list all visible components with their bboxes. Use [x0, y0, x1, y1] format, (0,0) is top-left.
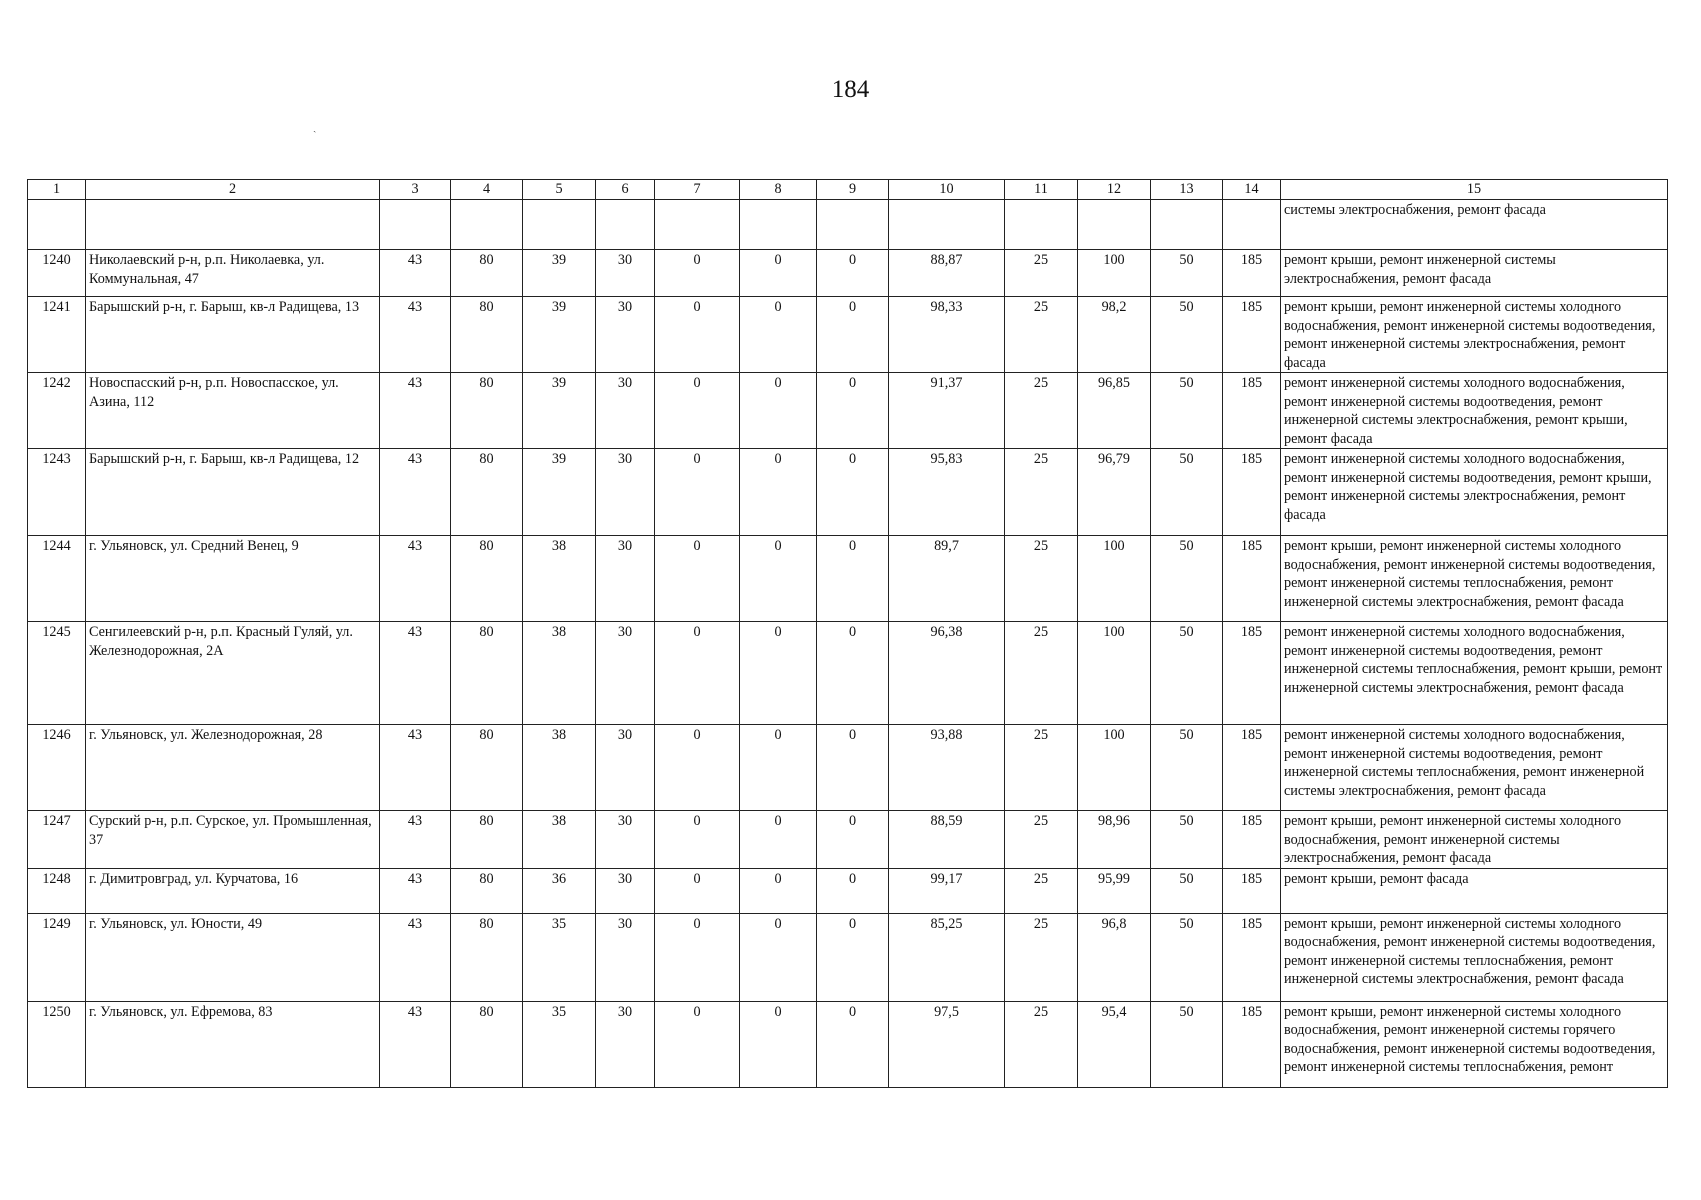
column-header: 12	[1078, 180, 1151, 200]
cell-value-c11: 25	[1005, 250, 1078, 297]
cell-value-c9: 0	[817, 913, 889, 1001]
column-header: 13	[1151, 180, 1223, 200]
cell-value-c3: 43	[380, 811, 451, 869]
cell-value-c13: 50	[1151, 622, 1223, 725]
cell-value-c6: 30	[596, 1001, 655, 1087]
cell-value-c10: 98,33	[889, 297, 1005, 373]
cell-value-c8: 0	[740, 536, 817, 622]
cell-num: 1241	[28, 297, 86, 373]
cell-address: г. Димитровград, ул. Курчатова, 16	[86, 868, 380, 913]
cell-value-c9: 0	[817, 536, 889, 622]
cell-value-c5: 38	[523, 725, 596, 811]
cell-value-c14: 185	[1223, 868, 1281, 913]
cell-value-c4: 80	[451, 250, 523, 297]
cell-value-c14: 185	[1223, 811, 1281, 869]
cell-value-c7: 0	[655, 913, 740, 1001]
cell-value-c8: 0	[740, 868, 817, 913]
cell-value-c3: 43	[380, 297, 451, 373]
cell-value-c3: 43	[380, 725, 451, 811]
column-header: 1	[28, 180, 86, 200]
cell-value-c9: 0	[817, 622, 889, 725]
cell-value-c14: 185	[1223, 913, 1281, 1001]
cell-value-c9: 0	[817, 250, 889, 297]
column-header: 3	[380, 180, 451, 200]
column-number-row	[28, 180, 1668, 200]
cell-value-c5: 39	[523, 449, 596, 536]
cell-value-c8: 0	[740, 373, 817, 449]
cell-num: 1249	[28, 913, 86, 1001]
table-row	[28, 297, 1668, 373]
cell-value-c11: 25	[1005, 1001, 1078, 1087]
cell-value-c3: 43	[380, 913, 451, 1001]
column-header: 7	[655, 180, 740, 200]
cell-value-c11: 25	[1005, 536, 1078, 622]
cell-num: 1245	[28, 622, 86, 725]
cell-value-c8: 0	[740, 913, 817, 1001]
cell-value-c12: 96,8	[1078, 913, 1151, 1001]
cell-value-c4: 80	[451, 913, 523, 1001]
cell-work: ремонт крыши, ремонт инженерной системы холодного водоснабжения, ремонт инженерной системы горячего водоснабжения, ремонт инженерной системы водоотведения, ремонт инженерной системы теплоснабжения, ремонт	[1281, 1001, 1668, 1087]
cell-value-c7: 0	[655, 868, 740, 913]
cell-value-c3: 43	[380, 536, 451, 622]
column-header: 9	[817, 180, 889, 200]
column-header: 8	[740, 180, 817, 200]
cell-value-c3: 43	[380, 622, 451, 725]
cell-value-c6: 30	[596, 811, 655, 869]
cell-value-c8: 0	[740, 1001, 817, 1087]
cell-value-c14: 185	[1223, 449, 1281, 536]
cell-value-c10: 93,88	[889, 725, 1005, 811]
column-header: 14	[1223, 180, 1281, 200]
cell-work: ремонт инженерной системы холодного водоснабжения, ремонт инженерной системы водоотведения, ремонт инженерной системы электроснабжения, ремонт крыши, ремонт фасада	[1281, 373, 1668, 449]
cell-value-c11: 25	[1005, 725, 1078, 811]
cell-address	[86, 200, 380, 250]
cell-value-c6: 30	[596, 536, 655, 622]
cell-value-c12: 100	[1078, 536, 1151, 622]
cell-value-c4: 80	[451, 868, 523, 913]
cell-value-c4: 80	[451, 622, 523, 725]
cell-value-c5: 38	[523, 622, 596, 725]
cell-value-c9: 0	[817, 725, 889, 811]
cell-value-c11: 25	[1005, 622, 1078, 725]
cell-value-c9: 0	[817, 868, 889, 913]
cell-value-c9: 0	[817, 373, 889, 449]
cell-value-c13: 50	[1151, 868, 1223, 913]
cell-value-c10: 91,37	[889, 373, 1005, 449]
cell-value-c13: 50	[1151, 1001, 1223, 1087]
cell-value-c12: 98,2	[1078, 297, 1151, 373]
cell-work: ремонт инженерной системы холодного водоснабжения, ремонт инженерной системы водоотведения, ремонт инженерной системы теплоснабжения, ремонт инженерной системы электроснабжения, ремонт фасада	[1281, 725, 1668, 811]
cell-value-c14: 185	[1223, 373, 1281, 449]
cell-value-c13: 50	[1151, 373, 1223, 449]
cell-value-c7: 0	[655, 811, 740, 869]
cell-value-c12: 98,96	[1078, 811, 1151, 869]
cell-num: 1248	[28, 868, 86, 913]
cell-num: 1240	[28, 250, 86, 297]
column-header: 11	[1005, 180, 1078, 200]
cell-value-c10: 85,25	[889, 913, 1005, 1001]
cell-value-c6: 30	[596, 622, 655, 725]
table-row	[28, 725, 1668, 811]
column-header: 6	[596, 180, 655, 200]
cell-value-c12: 100	[1078, 250, 1151, 297]
column-header: 2	[86, 180, 380, 200]
cell-value-c14: 185	[1223, 297, 1281, 373]
cell-value-c14: 185	[1223, 1001, 1281, 1087]
cell-value-c7: 0	[655, 297, 740, 373]
continuation-row	[28, 200, 1668, 250]
cell-value-c4: 80	[451, 725, 523, 811]
cell-num	[28, 200, 86, 250]
cell-value-c8: 0	[740, 811, 817, 869]
column-header: 15	[1281, 180, 1668, 200]
cell-value-c4: 80	[451, 1001, 523, 1087]
cell-value-c5: 38	[523, 811, 596, 869]
cell-value-c7: 0	[655, 536, 740, 622]
cell-value-c5: 39	[523, 373, 596, 449]
cell-value-c4: 80	[451, 811, 523, 869]
table-row	[28, 1001, 1668, 1087]
cell-value-c10: 96,38	[889, 622, 1005, 725]
cell-address: г. Ульяновск, ул. Ефремова, 83	[86, 1001, 380, 1087]
cell-value-c12: 95,4	[1078, 1001, 1151, 1087]
cell-value-c3: 43	[380, 250, 451, 297]
cell-value-c3: 43	[380, 868, 451, 913]
cell-address: Николаевский р-н, р.п. Николаевка, ул. Коммунальная, 47	[86, 250, 380, 297]
column-header: 5	[523, 180, 596, 200]
cell-work: ремонт крыши, ремонт инженерной системы холодного водоснабжения, ремонт инженерной системы водоотведения, ремонт инженерной системы теплоснабжения, ремонт инженерной системы электроснабжения, ремонт фасада	[1281, 536, 1668, 622]
cell-value-c5: 35	[523, 913, 596, 1001]
cell-address: Новоспасский р-н, р.п. Новоспасское, ул. Азина, 112	[86, 373, 380, 449]
cell-value-c4: 80	[451, 297, 523, 373]
cell-value-c11: 25	[1005, 913, 1078, 1001]
cell-value-c9: 0	[817, 1001, 889, 1087]
column-header: 4	[451, 180, 523, 200]
table-row	[28, 811, 1668, 869]
cell-value-c7: 0	[655, 622, 740, 725]
cell-work: ремонт крыши, ремонт фасада	[1281, 868, 1668, 913]
cell-value-c4: 80	[451, 449, 523, 536]
cell-value-c6: 30	[596, 373, 655, 449]
cell-value-c5: 39	[523, 250, 596, 297]
cell-address: Барышский р-н, г. Барыш, кв-л Радищева, 13	[86, 297, 380, 373]
table-row	[28, 622, 1668, 725]
cell-address: г. Ульяновск, ул. Юности, 49	[86, 913, 380, 1001]
cell-value-c5: 39	[523, 297, 596, 373]
cell-value-c12: 96,85	[1078, 373, 1151, 449]
cell-address: Барышский р-н, г. Барыш, кв-л Радищева, 12	[86, 449, 380, 536]
page-number: 184	[831, 76, 870, 103]
table-row	[28, 868, 1668, 913]
cell-num: 1247	[28, 811, 86, 869]
cell-value-c9: 0	[817, 811, 889, 869]
cell-value-c13: 50	[1151, 725, 1223, 811]
cell-value-c7: 0	[655, 449, 740, 536]
cell-value-c14: 185	[1223, 725, 1281, 811]
cell-value-c11: 25	[1005, 449, 1078, 536]
cell-address: г. Ульяновск, ул. Средний Венец, 9	[86, 536, 380, 622]
cell-value-c6: 30	[596, 913, 655, 1001]
cell-value-c11: 25	[1005, 868, 1078, 913]
cell-value-c4: 80	[451, 536, 523, 622]
cell-value-c7: 0	[655, 250, 740, 297]
cell-value-c13: 50	[1151, 250, 1223, 297]
cell-num: 1243	[28, 449, 86, 536]
cell-value-c13: 50	[1151, 449, 1223, 536]
cell-value-c7: 0	[655, 725, 740, 811]
cell-value-c6: 30	[596, 250, 655, 297]
cell-value-c10: 99,17	[889, 868, 1005, 913]
cell-address: Сурский р-н, р.п. Сурское, ул. Промышленная, 37	[86, 811, 380, 869]
cell-value-c7: 0	[655, 1001, 740, 1087]
cell-value-c13: 50	[1151, 536, 1223, 622]
cell-work: системы электроснабжения, ремонт фасада	[1281, 200, 1668, 250]
cell-value-c10: 95,83	[889, 449, 1005, 536]
cell-value-c13: 50	[1151, 811, 1223, 869]
cell-value-c3: 43	[380, 373, 451, 449]
repair-schedule-table	[27, 179, 1668, 1088]
cell-work: ремонт крыши, ремонт инженерной системы электроснабжения, ремонт фасада	[1281, 250, 1668, 297]
cell-value-c13: 50	[1151, 913, 1223, 1001]
cell-value-c9: 0	[817, 449, 889, 536]
cell-address: г. Ульяновск, ул. Железнодорожная, 28	[86, 725, 380, 811]
cell-work: ремонт инженерной системы холодного водоснабжения, ремонт инженерной системы водоотведения, ремонт крыши, ремонт инженерной системы электроснабжения, ремонт фасада	[1281, 449, 1668, 536]
cell-value-c11: 25	[1005, 373, 1078, 449]
cell-num: 1246	[28, 725, 86, 811]
cell-value-c6: 30	[596, 449, 655, 536]
cell-address: Сенгилеевский р-н, р.п. Красный Гуляй, ул. Железнодорожная, 2А	[86, 622, 380, 725]
cell-value-c3: 43	[380, 449, 451, 536]
cell-value-c11: 25	[1005, 297, 1078, 373]
column-header: 10	[889, 180, 1005, 200]
cell-value-c14: 185	[1223, 536, 1281, 622]
cell-value-c5: 36	[523, 868, 596, 913]
cell-value-c8: 0	[740, 622, 817, 725]
table-row	[28, 449, 1668, 536]
cell-value-c8: 0	[740, 725, 817, 811]
cell-value-c10: 97,5	[889, 1001, 1005, 1087]
cell-value-c6: 30	[596, 725, 655, 811]
cell-work: ремонт инженерной системы холодного водоснабжения, ремонт инженерной системы водоотведения, ремонт инженерной системы теплоснабжения, ремонт крыши, ремонт инженерной системы электроснабжения, ремонт фасада	[1281, 622, 1668, 725]
cell-value-c5: 38	[523, 536, 596, 622]
cell-work: ремонт крыши, ремонт инженерной системы холодного водоснабжения, ремонт инженерной системы электроснабжения, ремонт фасада	[1281, 811, 1668, 869]
cell-value-c4: 80	[451, 373, 523, 449]
cell-value-c5: 35	[523, 1001, 596, 1087]
cell-value-c10: 89,7	[889, 536, 1005, 622]
cell-value-c12: 100	[1078, 622, 1151, 725]
cell-work: ремонт крыши, ремонт инженерной системы холодного водоснабжения, ремонт инженерной системы водоотведения, ремонт инженерной системы электроснабжения, ремонт фасада	[1281, 297, 1668, 373]
scan-speck: ˏ	[313, 122, 317, 133]
cell-num: 1242	[28, 373, 86, 449]
cell-value-c14: 185	[1223, 622, 1281, 725]
cell-value-c8: 0	[740, 250, 817, 297]
cell-value-c12: 96,79	[1078, 449, 1151, 536]
cell-work: ремонт крыши, ремонт инженерной системы холодного водоснабжения, ремонт инженерной системы водоотведения, ремонт инженерной системы теплоснабжения, ремонт инженерной системы электроснабжения, ремонт фасада	[1281, 913, 1668, 1001]
cell-value-c12: 100	[1078, 725, 1151, 811]
cell-value-c13: 50	[1151, 297, 1223, 373]
cell-value-c6: 30	[596, 868, 655, 913]
cell-value-c6: 30	[596, 297, 655, 373]
cell-value-c12: 95,99	[1078, 868, 1151, 913]
table-row	[28, 250, 1668, 297]
cell-value-c11: 25	[1005, 811, 1078, 869]
table-row	[28, 536, 1668, 622]
cell-value-c10: 88,59	[889, 811, 1005, 869]
table-row	[28, 913, 1668, 1001]
cell-value-c8: 0	[740, 449, 817, 536]
cell-value-c8: 0	[740, 297, 817, 373]
cell-value-c10: 88,87	[889, 250, 1005, 297]
cell-value-c9: 0	[817, 297, 889, 373]
cell-value-c3: 43	[380, 1001, 451, 1087]
cell-value-c14: 185	[1223, 250, 1281, 297]
cell-value-c7: 0	[655, 373, 740, 449]
cell-num: 1250	[28, 1001, 86, 1087]
table-row	[28, 373, 1668, 449]
cell-num: 1244	[28, 536, 86, 622]
